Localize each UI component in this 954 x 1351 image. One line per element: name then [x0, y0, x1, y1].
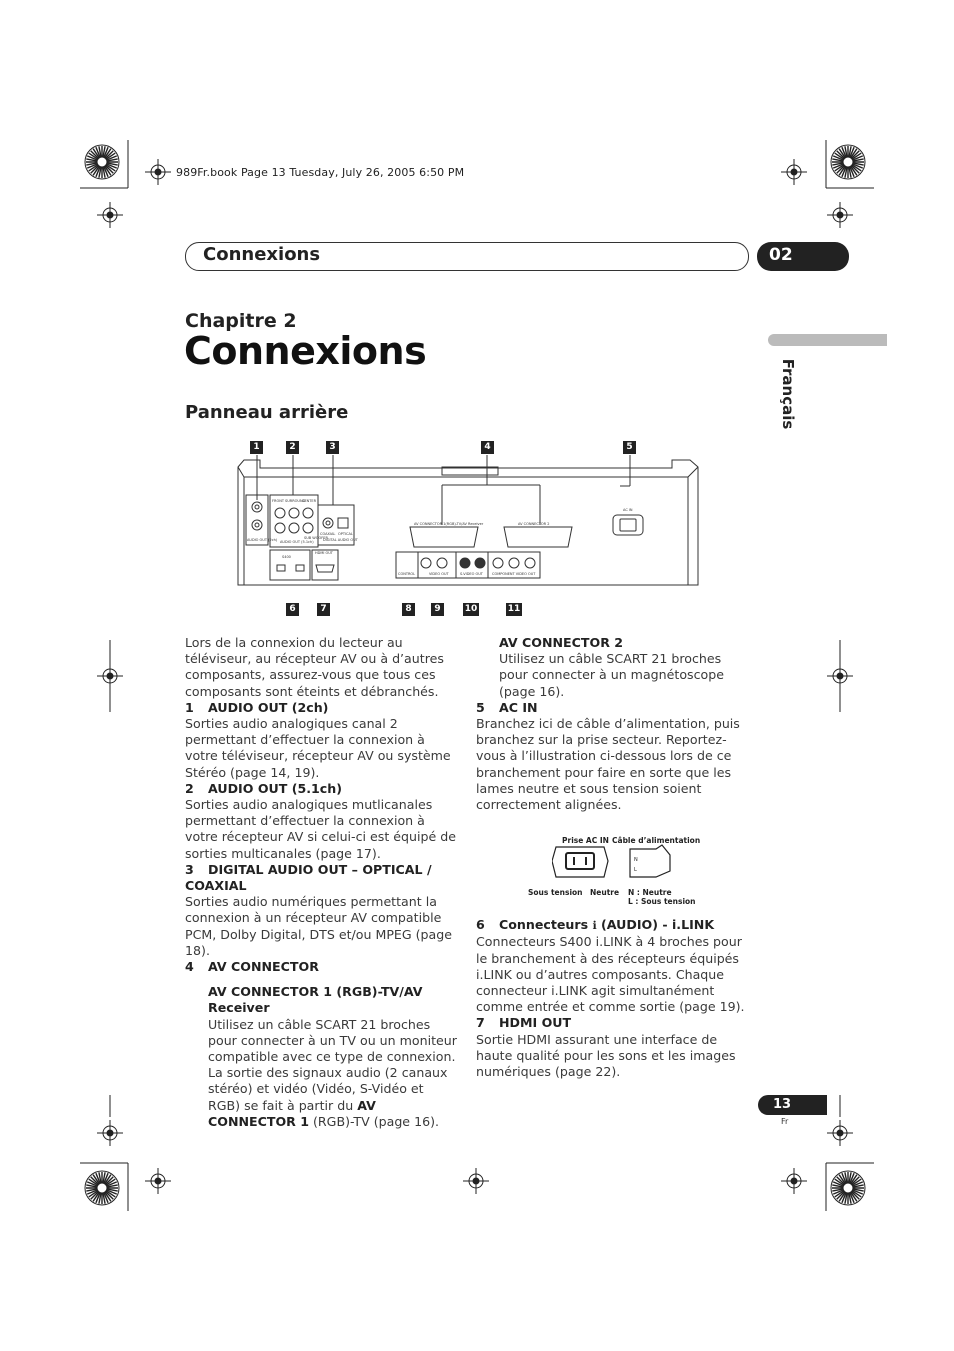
callout-3: 3	[326, 441, 339, 454]
callout-8: 8	[402, 603, 415, 616]
panel-label-hdmi: HDMI OUT	[315, 551, 333, 555]
callout-5: 5	[623, 441, 636, 454]
fig-prise-label: Prise AC IN	[562, 836, 609, 846]
item-6-title: 6 Connecteurs ℹ (AUDIO) - i.LINK	[476, 917, 715, 933]
av2-text: Utilisez un câble SCART 21 broches pour connecter à un magnétoscope (page 16).	[499, 651, 724, 699]
fig-cable-label: Câble d’alimentation	[612, 836, 701, 846]
panel-label-video-out: VIDEO OUT	[429, 572, 449, 576]
rear-panel-diagram	[230, 455, 700, 605]
av1-title: AV CONNECTOR 1 (RGB)-TV/AV Receiver	[208, 984, 423, 1016]
callout-7: 7	[317, 603, 330, 616]
fig-neutre-label: Neutre	[590, 888, 620, 898]
chapter-label: Chapitre 2	[185, 310, 297, 332]
panel-label-component: COMPONENT VIDEO OUT	[492, 572, 536, 576]
ac-plug-drawing	[552, 843, 676, 883]
page-badge	[758, 1095, 827, 1115]
panel-label-front: FRONT	[272, 499, 284, 503]
item-2-title: 2 AUDIO OUT (5.1ch)	[185, 780, 342, 796]
panel-label-ilink: S400	[282, 555, 291, 559]
chapter-number: 02	[769, 245, 793, 265]
callout-11: 11	[507, 604, 521, 614]
panel-label-audio-out: AUDIO OUT (2ch)	[247, 538, 278, 542]
item-1-title: 1 AUDIO OUT (2ch)	[185, 699, 329, 715]
fig-legend-n: N : Neutre	[628, 888, 672, 898]
item-7-text: Sortie HDMI assurant une interface de haute qualité pour les sons et les images numériques (page 22).	[476, 1031, 736, 1080]
page-language: Fr	[781, 1117, 789, 1126]
panel-label-sub: SUB WOOFER	[304, 536, 328, 540]
fig-sous-tension-label: Sous tension	[528, 888, 583, 898]
item-7-title: 7 HDMI OUT	[476, 1015, 572, 1031]
page-title: Connexions	[184, 329, 427, 373]
right-column	[476, 635, 746, 1080]
section-title: Panneau arrière	[185, 402, 349, 423]
language-tab: Français	[779, 358, 797, 430]
callout-1: 1	[250, 441, 263, 454]
panel-label-av1: AV CONNECTOR 1(RGB)-TV/AV Receiver	[414, 522, 484, 526]
callout-10: 10	[464, 604, 478, 614]
callout-4: 4	[481, 441, 494, 454]
callout-2: 2	[286, 441, 299, 454]
item-3-title: 3 DIGITAL AUDIO OUT – OPTICAL / COAXIAL	[185, 861, 432, 894]
panel-label-ac-in: AC IN	[623, 508, 633, 512]
item-3-text: Sorties audio numériques permettant la connexion à un récepteur AV compatible PCM, Dolby Digital, DTS et/ou MPEG (page 18).	[185, 894, 453, 958]
panel-label-control: CONTROL	[398, 572, 416, 576]
ilink-icon: ℹ	[592, 919, 597, 933]
item-2-text: Sorties audio analogiques mutlicanales permettant d’effectuer la connexion à votre récepteur AV si celui-ci est équipé de sorties multicanales (page 17).	[185, 797, 456, 861]
intro-text: Lors de la connexion du lecteur au téléviseur, au récepteur AV ou à d’autres composants, assurez-vous que tous ces composants sont éteints et débranchés.	[185, 635, 444, 699]
panel-label-coaxial: COAXIAL	[320, 532, 336, 536]
av2-title: AV CONNECTOR 2	[499, 635, 624, 650]
panel-label-optical: OPTICAL	[338, 532, 353, 536]
left-column	[185, 635, 457, 1130]
callout-6: 6	[286, 603, 299, 616]
item-5-title: 5 AC IN	[476, 699, 538, 715]
item-1-text: Sorties audio analogiques canal 2 permettant d’effectuer la connexion à votre téléviseur, récepteur AV ou système Stéréo (page 14, 19).	[185, 716, 451, 780]
svg-text:N: N	[634, 857, 638, 864]
panel-label-digital-out: DIGITAL AUDIO OUT	[323, 538, 358, 542]
header-title: Connexions	[203, 244, 321, 265]
panel-label-surround: SURROUND	[285, 499, 306, 503]
panel-label-av2: AV CONNECTOR 2	[518, 522, 550, 526]
book-info: 989Fr.book Page 13 Tuesday, July 26, 2005 6:50 PM	[176, 166, 465, 179]
panel-label-svideo-out: S-VIDEO OUT	[460, 572, 483, 576]
item-5-text: Branchez ici de câble d’alimentation, puis branchez sur la prise secteur. Reportez-vous à l’illustration ci-dessous lors de ce branchement pour faire en sorte que les lames neutre et sous tension soient correctement alignées.	[476, 716, 740, 813]
av1-text: Utilisez un câble SCART 21 broches pour connecter à un TV ou un moniteur compatible avec ce type de connexion. La sortie des signaux audio (2 canaux stéréo) et vidéo (Vidéo, S-Vidéo et RGB) se fait à partir du AV CONNECTOR 1 (RGB)-TV (page 16).	[208, 1016, 457, 1129]
ac-plug-figure	[476, 821, 746, 917]
callout-9: 9	[431, 603, 444, 616]
page-number: 13	[773, 1097, 792, 1112]
panel-label-audio-out-51: AUDIO OUT (5.1ch)	[280, 540, 314, 544]
item-4-title: 4 AV CONNECTOR	[185, 959, 319, 975]
svg-text:L: L	[634, 867, 637, 874]
panel-label-center: CENTER	[302, 499, 317, 503]
fig-legend-l: L : Sous tension	[628, 897, 696, 907]
item-6-text: Connecteurs S400 i.LINK à 4 broches pour le branchement à des récepteurs équipés i.LINK ou d’autres composants. Chaque connecteur i.LINK agit simultanément comme entrée et comme sortie (page 19).	[476, 934, 745, 1015]
